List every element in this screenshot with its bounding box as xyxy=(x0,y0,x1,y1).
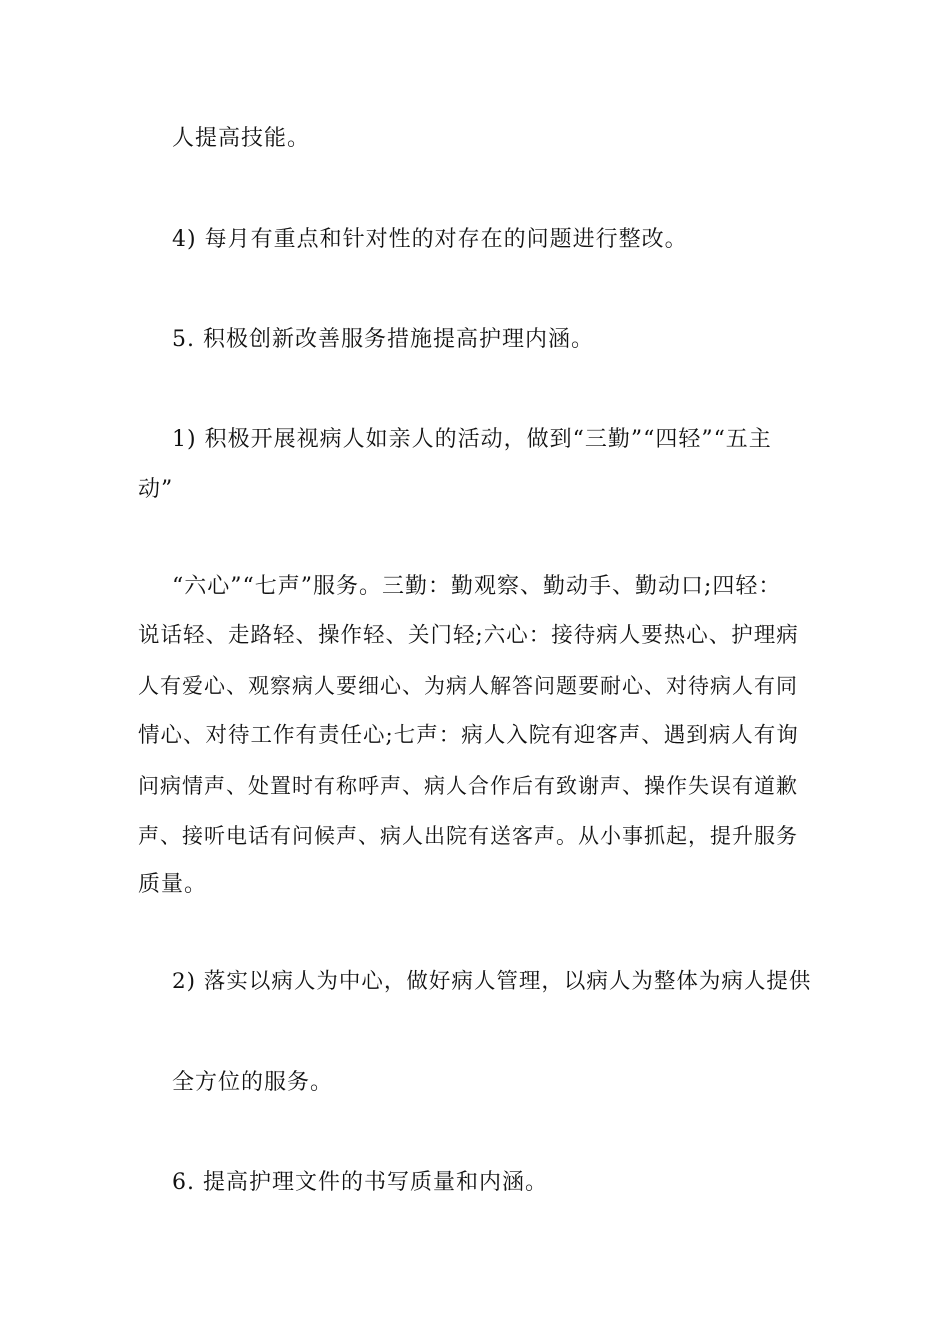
text-line: “六心”“七声”服务。三勤：勤观察、勤动手、勤动口;四轻： xyxy=(172,574,782,599)
text-line: 6. 提高护理文件的书写质量和内涵。 xyxy=(172,1170,548,1195)
text-line: 人提高技能。 xyxy=(172,126,311,151)
text-line: 问病情声、处置时有称呼声、病人合作后有致谢声、操作失误有道歉 xyxy=(138,774,798,798)
text-line: 说话轻、走路轻、操作轻、关门轻;六心：接待病人要热心、护理病 xyxy=(138,623,799,648)
text-line: 人有爱心、观察病人要细心、为病人解答问题要耐心、对待病人有同 xyxy=(138,674,798,698)
text-line: 动” xyxy=(138,477,174,502)
text-line: 情心、对待工作有责任心;七声：病人入院有迎客声、遇到病人有询 xyxy=(138,723,799,748)
text-line: 1) 积极开展视病人如亲人的活动，做到“三勤”“四轻”“五主 xyxy=(172,427,772,452)
text-line: 全方位的服务。 xyxy=(172,1070,334,1095)
text-line: 2) 落实以病人为中心，做好病人管理，以病人为整体为病人提供 xyxy=(172,969,812,994)
text-line: 5. 积极创新改善服务措施提高护理内涵。 xyxy=(172,327,594,352)
text-line: 4) 每月有重点和针对性的对存在的问题进行整改。 xyxy=(172,227,688,252)
text-line: 声、接听电话有问候声、病人出院有送客声。从小事抓起，提升服务 xyxy=(138,824,798,848)
text-line: 质量。 xyxy=(138,872,208,897)
